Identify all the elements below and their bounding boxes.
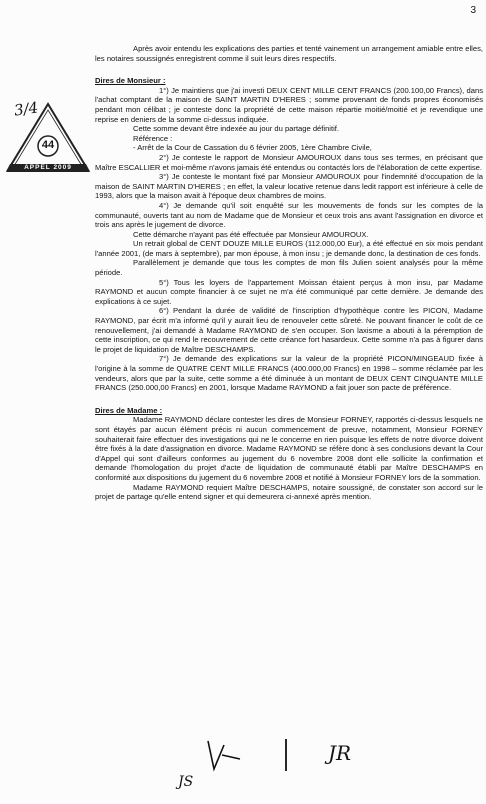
- initials-bottom: JS: [178, 774, 194, 790]
- monsieur-point-4: 4°) Je demande qu'il soit enquêté sur les mouvements de fonds sur les comptes de la communauté, ouverts tant au nom de Madame que de Monsieur et ceux trois ans avant l'assignation en divorce et trois ans après le jugement de divorce.: [95, 200, 483, 230]
- appeal-stamp: [4, 100, 92, 178]
- monsieur-point-1: 1°) Je maintiens que j'ai investi DEUX CENT MILLE CENT FRANCS (200.100,00 Francs), dans l'achat comptant de la maison de SAINT MARTIN D'HERES ; somme provenant de fonds propres économisés pendant mon célibat ; je conteste donc la propriété de cette maison répartie moitié/moitié et je revendique une reprise en deniers de la somme ci-dessus indiquée.: [95, 85, 483, 124]
- monsieur-heading: Dires de Monsieur :: [95, 76, 166, 86]
- monsieur-point-4-accounts: Parallèlement je demande que tous les comptes de mon fils Julien soient analysés pour la même période.: [95, 258, 483, 278]
- madame-paragraph-1: Madame RAYMOND déclare contester les dires de Monsieur FORNEY, rapportés ci-dessus lesquels ne sont étayés par aucun élément précis ni aucun commencement de preuve, notamment, Monsieur FORNEY souhaiterait faire effectuer des investigations qui ne le concerne en rien puisque les effets de notre divorce doivent être fixés à la date d'assignation en divorce. Madame RAYMOND se réfère donc à ses conclusions devant la Cour d'Appel qui sont d'ailleurs conformes au jugement du 6 novembre 2008 dont elle sollicite la confirmation et demande l'homologation du projet d'acte de liquidation de communauté établi par Maître DESCHAMPS en conformité aux dispositions du jugement du 6 novembre 2008 et notifié à Monsieur FORNEY lors de la sommation.: [95, 415, 483, 482]
- stamp-handwritten-number: 3/4: [12, 98, 40, 120]
- stamp-number: 44: [41, 139, 55, 151]
- monsieur-point-5: 5°) Tous les loyers de l'appartement Moissan étaient perçus à mon insu, par Madame RAYMOND et aucun compte financier à ce sujet ne m'a été communiqué par cette dernière. Je demande des explications à ce sujet.: [95, 277, 483, 306]
- monsieur-point-6: 6°) Pendant la durée de validité de l'inscription d'hypothèque contre les PICON, Madame RAYMOND, par écrit m'a informé qu'il y aurait lieu de renouveler cette sûreté. Ne pouvant financer le coût de ce renouvellement, j'ai demandé à Madame RAYMOND de s'en occuper. Son laxisme a abouti à la péremption de cette inscription, ce qui rend le recouvrement de cette créance fort hasardeux. Cette somme n'a pas à figurer dans le projet de liquidation de Maître DESCHAMPS.: [95, 306, 483, 354]
- document-body: [95, 44, 483, 502]
- madame-paragraph-2: Madame RAYMOND requiert Maître DESCHAMPS, notaire soussigné, de constater son accord sur le projet de partage qu'elle entend signer et qui demeurera ci-annexé après mention.: [95, 482, 483, 502]
- reference-text: - Arrêt de la Cour de Cassation du 6 février 2005, 1ère Chambre Civile,: [133, 143, 372, 153]
- initials-right: JR: [328, 741, 352, 765]
- madame-heading: Dires de Madame :: [95, 405, 163, 415]
- monsieur-point-7: 7°) Je demande des explications sur la valeur de la propriété PICON/MINGEAUD fixée à l'origine à la somme de QUATRE CENT MILLE FRANCS (400.000,00 Francs) en 1998 – somme réclamée par les vendeurs, alors que par la suite, cette somme a été diminuée à un montant de DEUX CENT CINQUANTE MILLE FRANCS (250.000,00 Francs) en 2001, lorsque Madame RAYMOND a fait jouer son pacte de préférence.: [95, 354, 483, 393]
- page-number: 3: [470, 5, 476, 16]
- monsieur-point-4-withdrawal: Un retrait global de CENT DOUZE MILLE EUROS (112.000,00 Eur), a été effectué en six mois pendant l'année 2001, (de mars à septembre), par mon épouse, à mon insu ; je demande donc, la destination de ces fonds.: [95, 239, 483, 258]
- intro-paragraph: Après avoir entendu les explications des parties et tenté vainement un arrangement amiable entre elles, les notaires soussignés enregistrent comme il suit leurs dires respectifs.: [95, 44, 483, 63]
- monsieur-point-4-note: Cette démarche n'ayant pas été effectuée par Monsieur AMOUROUX.: [133, 229, 369, 239]
- reference-label: Référence :: [133, 133, 173, 143]
- signature-marks: [200, 735, 380, 785]
- monsieur-point-1-note: Cette somme devant être indexée au jour du partage définitif.: [133, 124, 339, 134]
- monsieur-point-3: 3°) Je conteste le montant fixé par Monsieur AMOUROUX pour l'indemnité d'occupation de la maison de SAINT MARTIN D'HERES ; en effet, la valeur locative retenue dans ledit rapport est inférieure à celle de 1993, alors que la maison avait à l'époque deux chambres de moins.: [95, 172, 483, 201]
- stamp-band-text: APPEL 2009: [24, 164, 72, 171]
- monsieur-point-2: 2°) Je conteste le rapport de Monsieur AMOUROUX dans tous ses termes, en précisant que Maître ESCALLIER et moi-même n'avons jamais été entendus ou contactés lors de l'élaboration de cette expertise.: [95, 152, 483, 172]
- handwritten-signature-icon: [200, 735, 380, 785]
